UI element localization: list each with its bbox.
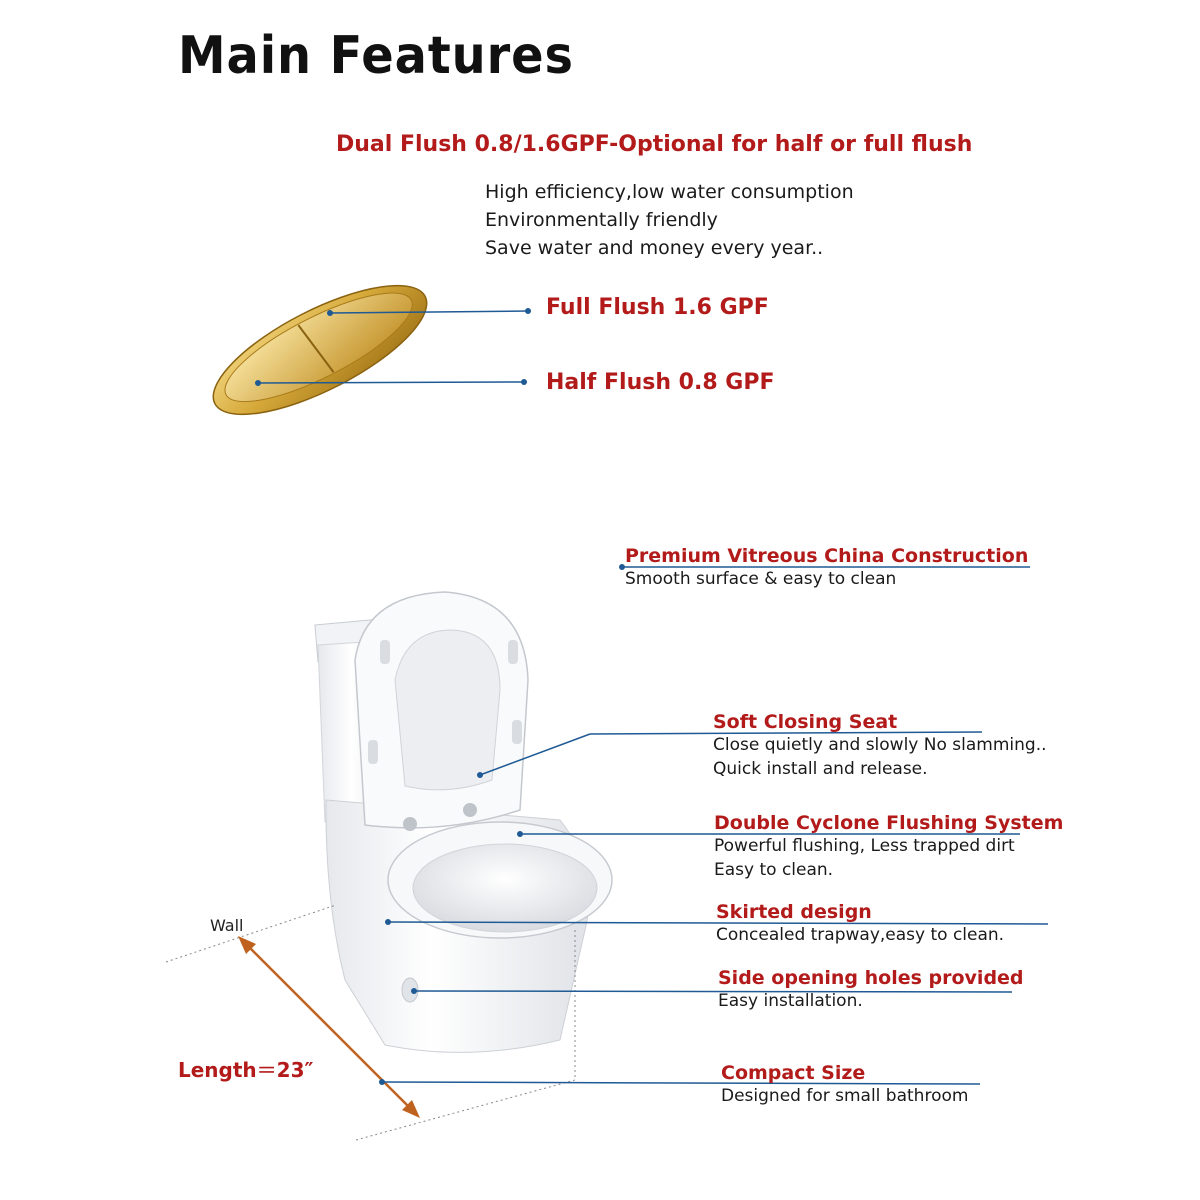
flush-bullet: High efficiency,low water consumption <box>485 181 854 203</box>
feature-soft-closing-seat <box>713 711 1047 781</box>
feature-line: Designed for small bathroom <box>721 1086 969 1106</box>
full-flush-label: Full Flush 1.6 GPF <box>546 295 769 320</box>
flush-button-icon <box>197 261 444 439</box>
half-flush-label: Half Flush 0.8 GPF <box>546 370 775 395</box>
feature-line: Easy to clean. <box>714 860 834 880</box>
length-label: Length＝23″ <box>178 1058 314 1082</box>
feature-heading: Premium Vitreous China Construction <box>625 545 1029 567</box>
feature-compact-size <box>721 1062 968 1108</box>
feature-line: Concealed trapway,easy to clean. <box>716 925 1005 945</box>
feature-line: Powerful flushing, Less trapped dirt <box>714 836 1015 856</box>
feature-line: Close quietly and slowly No slamming.. <box>713 735 1047 755</box>
feature-line: Smooth surface & easy to clean <box>625 569 897 589</box>
wall-label: Wall <box>210 916 244 935</box>
flush-bullet: Environmentally friendly <box>485 209 718 231</box>
feature-line: Easy installation. <box>718 991 863 1011</box>
dual-flush-heading: Dual Flush 0.8/1.6GPF-Optional for half or full flush <box>336 132 973 157</box>
feature-heading: Side opening holes provided <box>718 967 1024 989</box>
feature-heading: Soft Closing Seat <box>713 711 898 733</box>
feature-line: Quick install and release. <box>713 759 928 779</box>
page-title: Main Features <box>178 26 574 86</box>
feature-side-holes <box>718 967 1024 1013</box>
flush-bullet: Save water and money every year.. <box>485 237 824 259</box>
feature-heading: Skirted design <box>716 901 872 923</box>
feature-vitreous-china <box>625 545 1028 591</box>
feature-heading: Compact Size <box>721 1062 866 1084</box>
feature-heading: Double Cyclone Flushing System <box>714 812 1064 834</box>
toilet-icon <box>315 592 612 1052</box>
feature-double-cyclone <box>714 812 1063 882</box>
feature-skirted-design <box>716 901 1004 947</box>
